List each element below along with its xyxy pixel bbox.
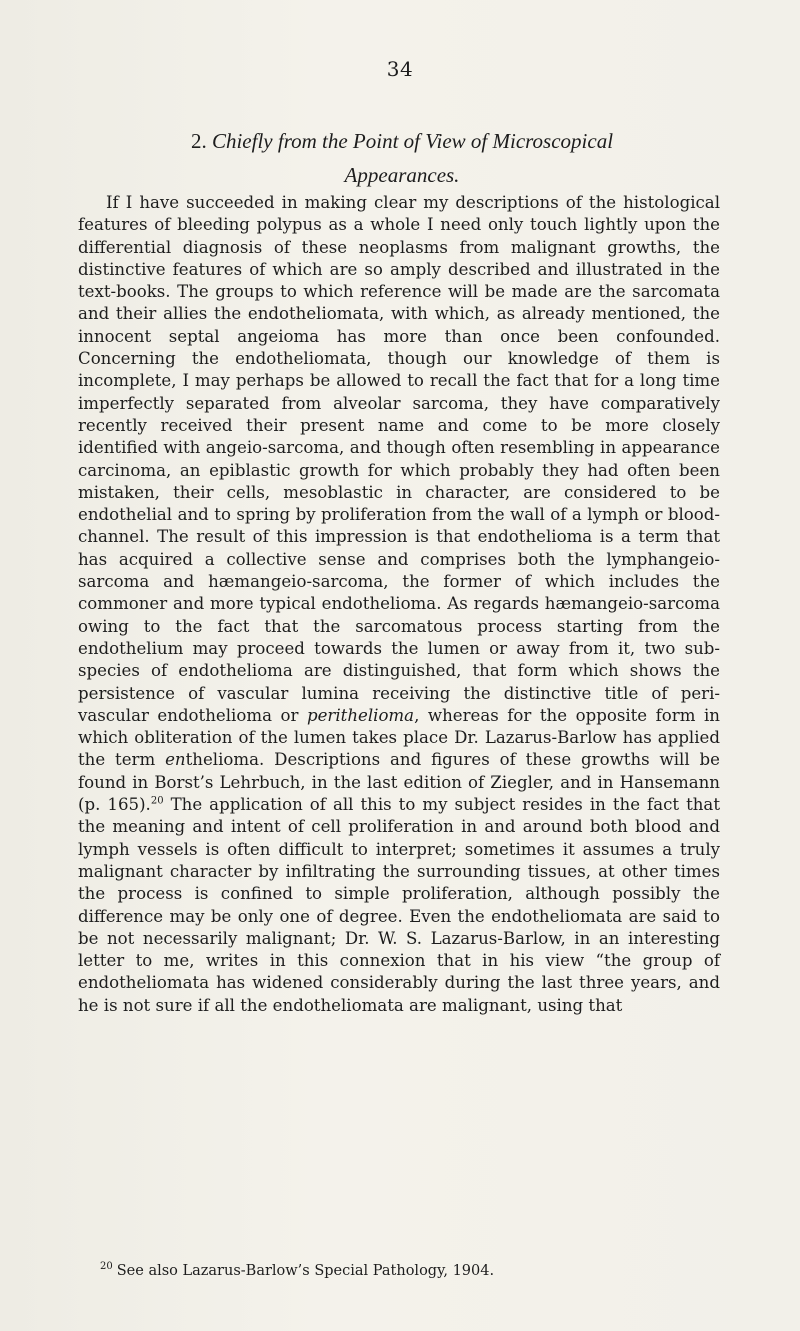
footnote-reference: 20	[150, 795, 164, 807]
section-number: 2.	[190, 129, 207, 153]
body-text-part3: thelioma. Descriptions and figures of these growths will be found in Borst’s Lehrbuch, in the last edition of Ziegler, and in Hansemann (p. 165).	[78, 750, 720, 815]
footnote-text: See also Lazarus-Barlow’s Special Pathology, 1904.	[116, 1263, 495, 1279]
section-title-line2: Appearances.	[344, 163, 460, 187]
body-italic-term-perithelioma: peritheliomа	[306, 705, 415, 725]
body-italic-prefix-en: en	[165, 750, 186, 770]
footnote-mark: 20	[100, 1261, 113, 1273]
section-title-line1: Chiefly from the Point of View of Microscopical	[211, 129, 614, 153]
footnote	[100, 1262, 720, 1280]
section-heading	[96, 124, 708, 192]
body-text-part2: , whereas for the opposite form in which obliteration of the lumen takes place Dr. Lazarus-Barlow has applied the term	[78, 705, 720, 770]
body-text-part1: If I have succeeded in making clear my descriptions of the histological features of bleeding polypus as a whole I need only touch lightly upon the differential diagnosis of these neoplasms from malignant growths, the distinctive features of which are so amply described and illustrated in the text-books. The groups to which reference will be made are the sarcomata and their allies the endotheliomata, with which, as already mentioned, the innocent septal angeioma has more than once been confounded. Concerning the endotheliomata, though our knowledge of them is incomplete, I may perhaps be allowed to recall the fact that for a long time imperfectly separated from alveolar sarcoma, they have comparatively recently received their present name and come to be more closely identified with angeio-sarcoma, and though often resembling in appearance carcinoma, an epiblastic growth for which probably they had often been mistaken, their cells, mesoblastic in character, are considered to be endothelial and to spring by proliferation from the wall of a lymph or blood-channel. The result of this impression is that endothelioma is a term that has acquired a collective sense and comprises both the lymphangeio-sarcoma and hæmangeio-sarcoma, the former of which includes the commoner and more typical endothelioma. As regards hæmangeio-sarcoma owing to the fact that the sarcomatous process starting from the endothelium may proceed towards the lumen or away from it, two sub-species of endothelioma are distinguished, that form which shows the persistence of vascular lumina receiving the distinctive title of peri-vascular endothelioma or	[78, 193, 720, 725]
page-number: 34	[386, 57, 414, 81]
body-paragraph	[78, 192, 720, 1017]
body-text-part4: The application of all this to my subject resides in the fact that the meaning and intent of cell proliferation in and around both blood and lymph vessels is often difficult to interpret; sometimes it assumes a truly malignant character by infiltrating the surrounding tissues, at other times the process is confined to simple proliferation, although possibly the difference may be only one of degree. Even the endotheliomata are said to be not necessarily malignant; Dr. W. S. Lazarus-Barlow, in an interesting letter to me, writes in this connexion that in his view “the group of endotheliomata has widened considerably during the last three years, and he is not sure if all the endotheliomata are malignant, using that	[78, 795, 720, 1015]
